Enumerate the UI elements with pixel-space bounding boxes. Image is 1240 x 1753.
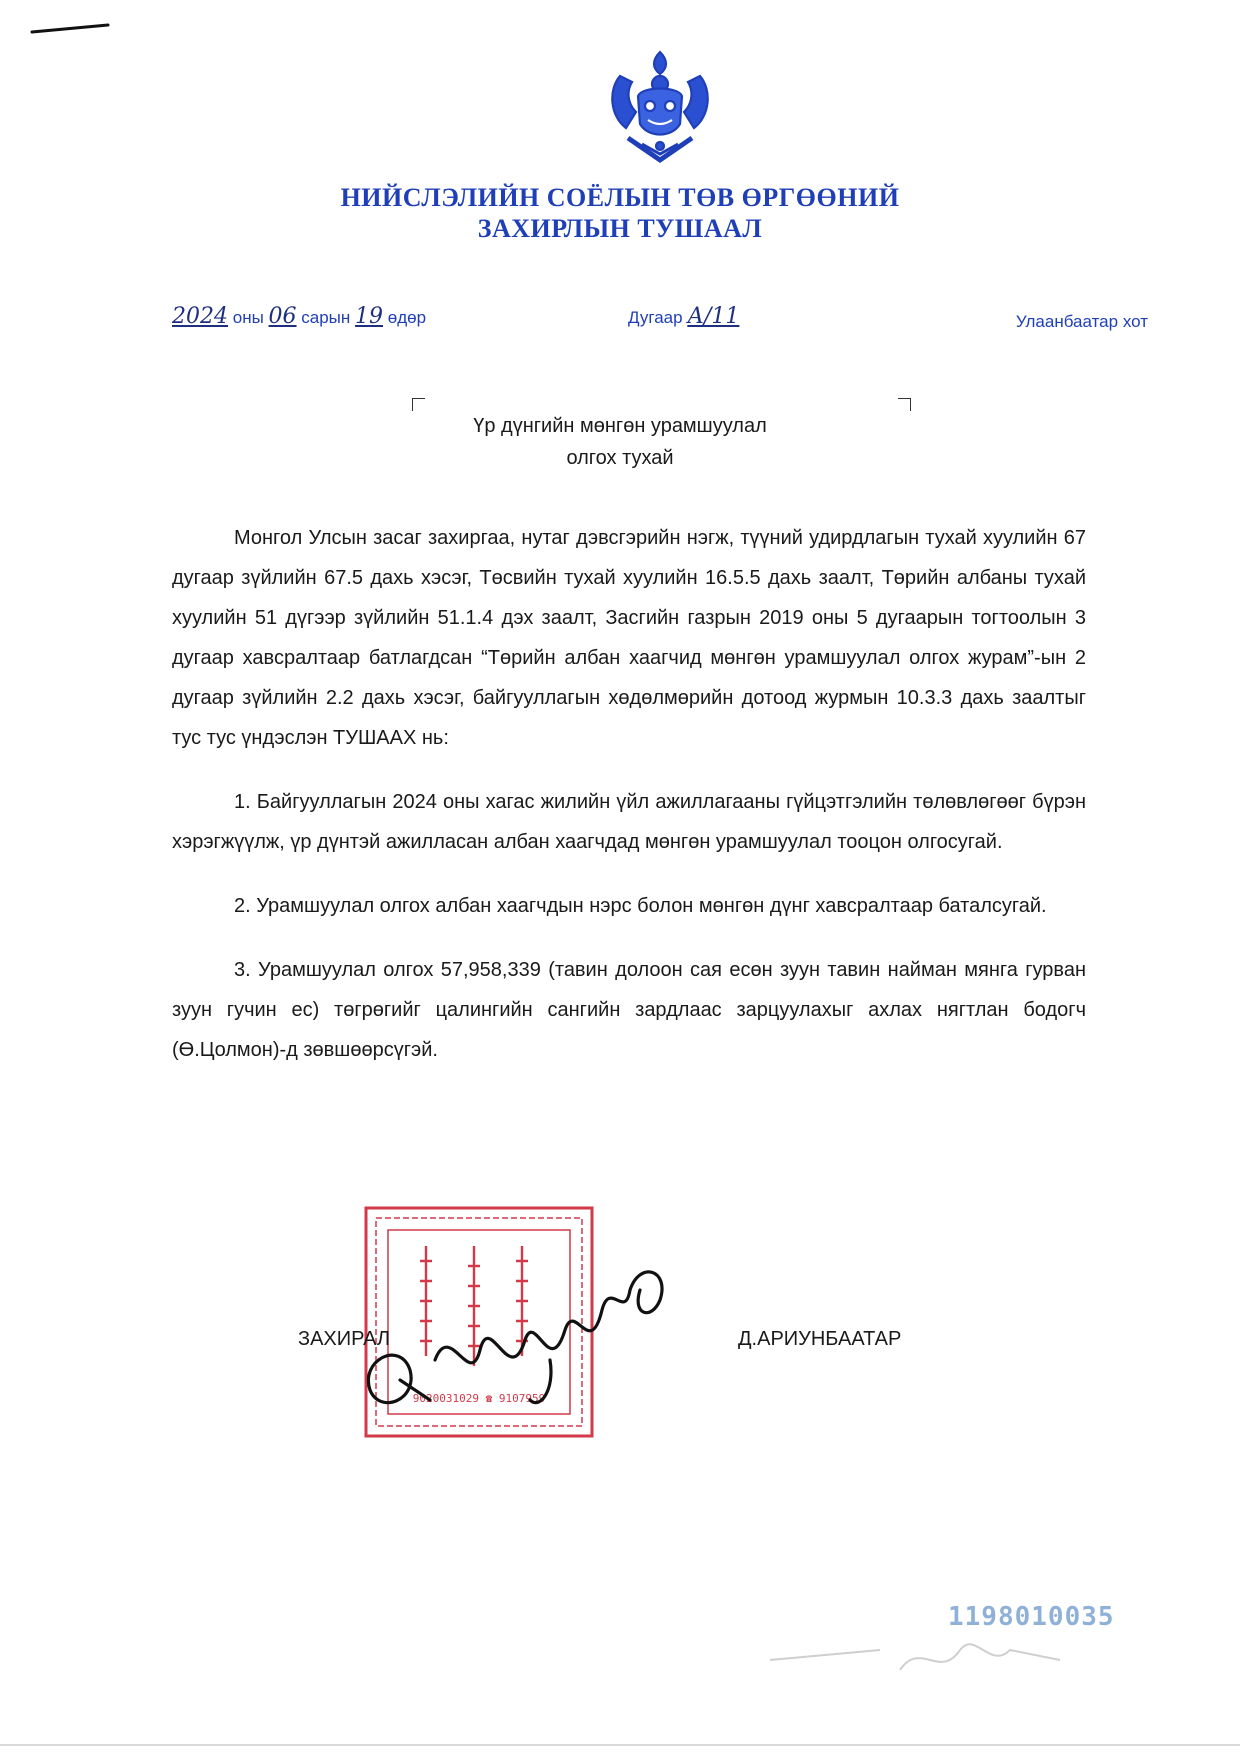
order-number-field xyxy=(628,304,739,329)
page-bottom-edge xyxy=(0,1744,1240,1746)
subject-line-1: Үр дүнгийн мөнгөн урамшуулал xyxy=(473,415,767,437)
order-item-3: 3. Урамшуулал олгох 57,958,339 (тавин долоон сая есөн зуун тавин найман мянга гурван зуун гучин ес) төгрөгийг цалингийн сангийн зардлаас зарцуулахыг ахлах нягтлан бодогч (Ө.Цолмон)-д зөвшөөрсүгэй. xyxy=(172,959,1086,1061)
preamble-paragraph: Монгол Улсын засаг захиргаа, нутаг дэвсгэрийн нэгж, түүний удирдлагын тухай хуулийн 67 дугаар зүйлийн 67.5 дахь хэсэг, Төсвийн тухай хуулийн 16.5.5 дахь заалт, Төрийн албаны тухай хуулийн 51 дүгээр зүйлийн 51.1.4 дэх заалт, Засгийн газрын 2019 оны 5 дугаарын тогтоолын 3 дугаар хавсралтаар батлагдсан “Төрийн албан хаагчид мөнгөн урамшуулал олгох журам”-ын 2 дугаар зүйлийн 2.2 дахь хэсэг, байгууллагын хөдөлмөрийн дотоод журмын 10.3.3 дахь заалтыг тус тус үндэслэн ТУШААХ нь: xyxy=(172,527,1086,749)
subject-line-2: олгох тухай xyxy=(566,447,674,469)
org-name-line: НИЙСЛЭЛИЙН СОЁЛЫН ТӨВ ӨРГӨӨНИЙ xyxy=(340,183,900,212)
signatory-name: Д.АРИУНБААТАР xyxy=(738,1328,902,1350)
corner-pen-mark xyxy=(30,22,112,36)
order-number-label: Дугаар xyxy=(628,308,683,327)
stamp-number: 9020031029 ☎ 9107959 xyxy=(412,1392,546,1405)
soyombo-emblem-icon xyxy=(602,46,718,166)
date-field xyxy=(172,304,426,329)
year-handwritten: 2024 xyxy=(172,304,228,329)
month-handwritten: 06 xyxy=(268,304,297,329)
document-heading xyxy=(0,182,1240,244)
year-suffix: оны xyxy=(232,308,264,327)
order-item-2: 2. Урамшуулал олгох албан хаагчдын нэрс болон мөнгөн дүнг хавсралтаар баталсугай. xyxy=(234,895,1047,917)
order-number-handwritten: А/11 xyxy=(687,304,740,329)
month-suffix: сарын xyxy=(301,308,351,327)
document-serial-number: 1198010035 xyxy=(948,1602,1115,1632)
subject-title xyxy=(0,410,1240,474)
handwritten-signature xyxy=(340,1240,700,1430)
order-item-1: 1. Байгууллагын 2024 оны хагас жилийн үйл ажиллагааны гүйцэтгэлийн төлөвлөгөөг бүрэн хэрэгжүүлж, үр дүнтэй ажилласан албан хаагчдад мөнгөн урамшуулал тооцон олгосугай. xyxy=(172,791,1086,853)
city-label: Улаанбаатар хот xyxy=(1015,312,1148,331)
signatory-title: ЗАХИРАЛ xyxy=(298,1328,391,1350)
day-suffix: өдөр xyxy=(387,308,427,327)
day-handwritten: 19 xyxy=(355,304,384,329)
order-body xyxy=(172,518,1086,1070)
document-type-line: ЗАХИРЛЫН ТУШААЛ xyxy=(477,214,763,243)
